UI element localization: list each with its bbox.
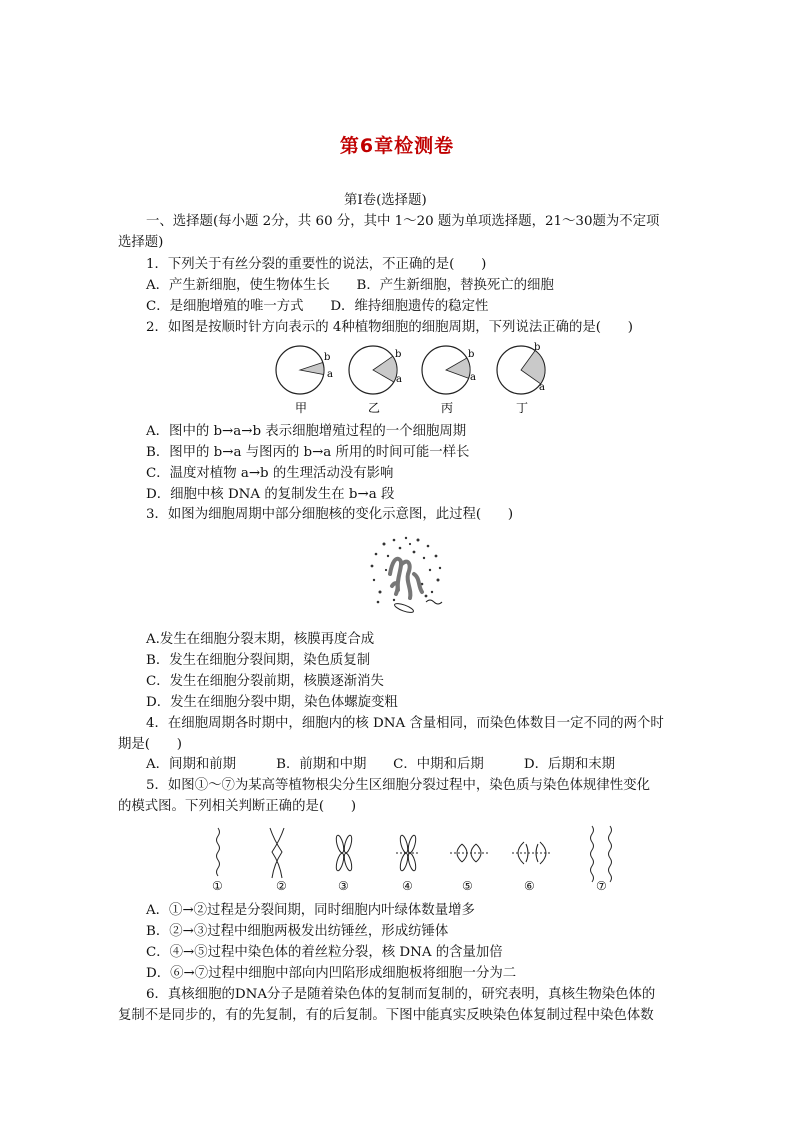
circle-label: 丁 xyxy=(516,401,529,415)
stage-label-5: ⑤ xyxy=(462,879,473,893)
cell-cycle-figure xyxy=(268,340,558,420)
cell-cycle-circle-jia xyxy=(276,346,333,415)
stage-label-4: ④ xyxy=(402,879,413,893)
stage-label-1: ① xyxy=(212,879,223,893)
part-heading: 第Ⅰ卷(选择题) xyxy=(344,193,427,208)
q5-option-a: A．①→②过程是分裂间期，同时细胞内叶绿体数量增多 xyxy=(146,903,475,918)
q6-stem: 6．真核细胞的DNA分子是随着染色体的复制而复制的，研究表明，真核生物染色体的 xyxy=(146,987,656,1002)
stage-label-6: ⑥ xyxy=(524,879,535,893)
q3-option-d: D．发生在细胞分裂中期，染色体螺旋变粗 xyxy=(146,695,398,710)
q3-stem: 3．如图为细胞周期中部分细胞核的变化示意图，此过程( ) xyxy=(146,507,514,522)
q1-option-cd: C．是细胞增殖的唯一方式 D．维持细胞遗传的稳定性 xyxy=(146,299,489,314)
q2-option-a: A．图中的 b→a→b 表示细胞增殖过程的一个细胞周期 xyxy=(146,424,467,439)
cell-cycle-circle-yi xyxy=(349,346,402,415)
q2-stem: 2．如图是按顺时针方向表示的 4种植物细胞的细胞周期，下列说法正确的是( ) xyxy=(146,320,634,335)
q5-option-b: B．②→③过程中细胞两极发出纺锤丝，形成纺锤体 xyxy=(146,924,449,939)
mark-b: b xyxy=(534,342,541,353)
q6-stem-cont: 复制不是同步的，有的先复制，有的后复制。下图中能真实反映染色体复制过程中染色体数 xyxy=(118,1008,654,1023)
mark-b: b xyxy=(395,349,402,360)
q3-option-a: A.发生在细胞分裂末期，核膜再度合成 xyxy=(146,632,375,647)
q3-option-c: C．发生在细胞分裂前期，核膜逐渐消失 xyxy=(146,674,384,689)
stage-label-2: ② xyxy=(276,879,287,893)
cell-cycle-circle-ding xyxy=(497,342,545,415)
mark-b: b xyxy=(324,352,331,363)
stage-label-3: ③ xyxy=(338,879,349,893)
stage-label-7: ⑦ xyxy=(596,879,607,893)
mark-a: a xyxy=(470,372,476,383)
cell-cycle-circle-bing xyxy=(422,346,476,415)
mark-a: a xyxy=(327,369,333,380)
section-intro: 一、选择题(每小题 2分，共 60 分，其中 1～20 题为单项选择题，21～30题为不定项 xyxy=(146,214,660,229)
q2-option-c: C．温度对植物 a→b 的生理活动没有影响 xyxy=(146,466,394,481)
circle-label: 甲 xyxy=(295,401,308,415)
q4-stem: 4．在细胞周期各时期中，细胞内的核 DNA 含量相同，而染色体数目一定不同的两个时 xyxy=(146,716,664,731)
q2-option-b: B．图甲的 b→a 与图丙的 b→a 所用的时间可能一样长 xyxy=(146,445,470,460)
q5-option-c: C．④→⑤过程中染色体的着丝粒分裂，核 DNA 的含量加倍 xyxy=(146,945,503,960)
mark-a: a xyxy=(396,374,402,385)
q2-option-d: D．细胞中核 DNA 的复制发生在 b→a 段 xyxy=(146,487,395,502)
q1-stem: 1．下列关于有丝分裂的重要性的说法，不正确的是( ) xyxy=(146,257,487,272)
circle-label: 丙 xyxy=(441,401,454,415)
circle-label: 乙 xyxy=(368,401,381,415)
q1-option-ab: A．产生新细胞，使生物体生长 B．产生新细胞，替换死亡的细胞 xyxy=(146,278,554,293)
mark-b: b xyxy=(468,349,475,360)
q5-stem: 5．如图①～⑦为某高等植物根尖分生区细胞分裂过程中，染色质与染色体规律性变化 xyxy=(146,778,650,793)
chromosome-figure xyxy=(200,822,630,896)
q5-option-d: D．⑥→⑦过程中细胞中部向内凹陷形成细胞板将细胞一分为二 xyxy=(146,966,517,981)
nucleus-figure xyxy=(366,534,446,616)
page-title: 第6章检测卷 xyxy=(339,135,455,157)
q4-options: A．间期和前期 B．前期和中期 C．中期和后期 D．后期和末期 xyxy=(146,757,615,772)
section-intro-cont: 选择题) xyxy=(118,235,164,250)
q3-option-b: B．发生在细胞分裂间期，染色质复制 xyxy=(146,653,371,668)
q4-stem-cont: 期是( ) xyxy=(118,737,183,752)
q5-stem-cont: 的模式图。下列相关判断正确的是( ) xyxy=(118,799,357,814)
mark-a: a xyxy=(539,382,545,393)
